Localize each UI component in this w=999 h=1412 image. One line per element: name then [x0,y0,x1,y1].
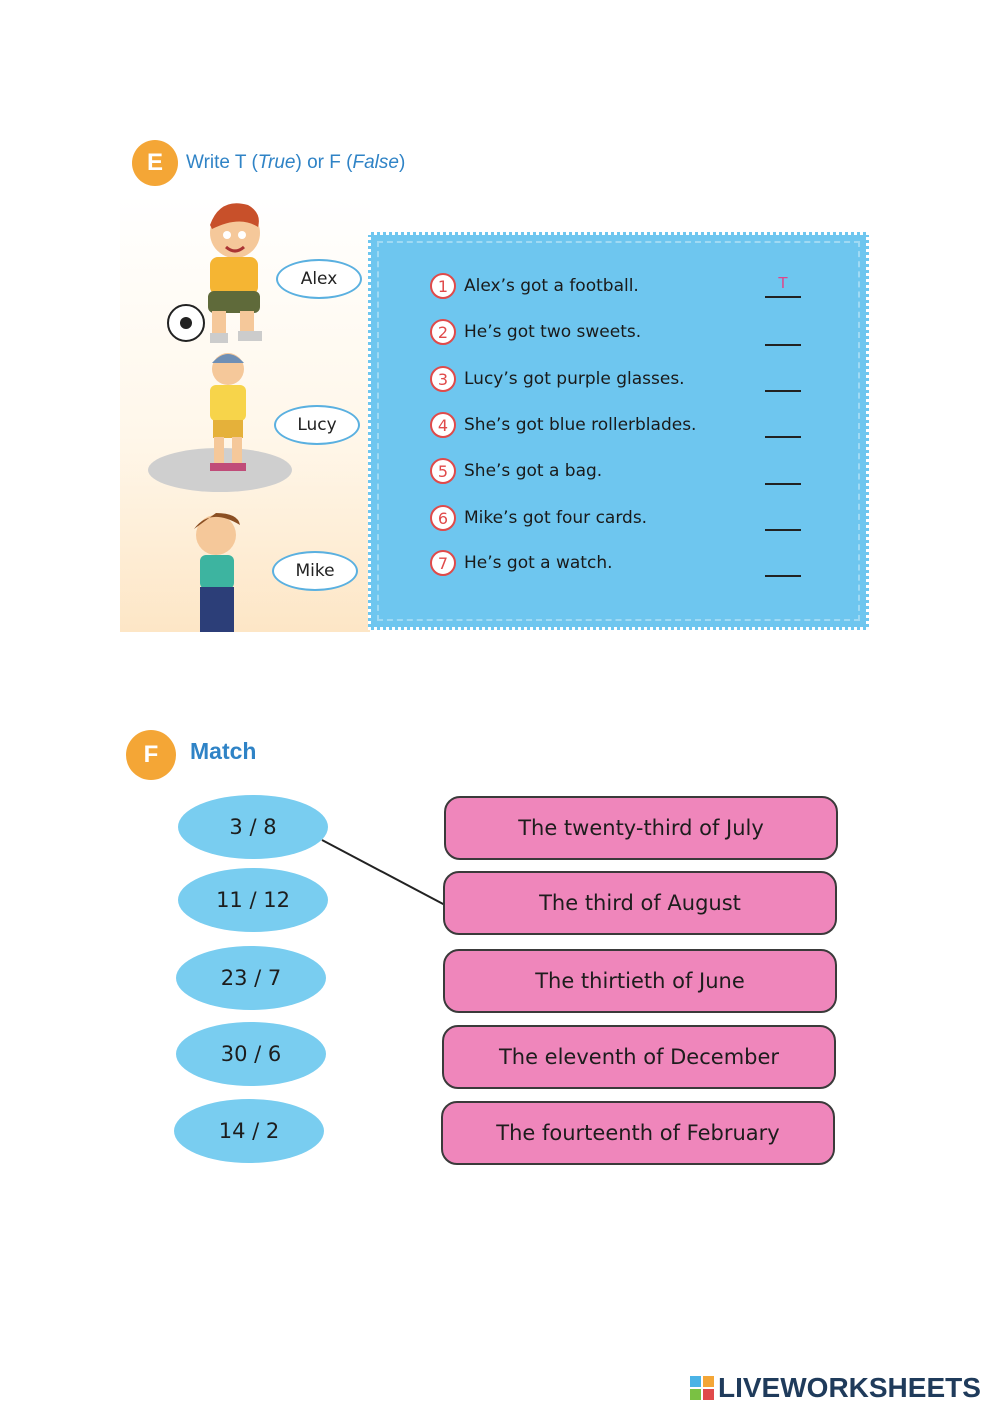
match-line [322,840,445,905]
statement-7 [430,548,613,578]
name-label-mike: Mike [272,551,358,591]
statement-number: 6 [430,505,456,531]
statement-3 [430,364,685,394]
liveworksheets-logo [690,1372,981,1404]
statement-number: 4 [430,412,456,438]
statement-number: 2 [430,319,456,345]
title-suffix: ) [398,152,406,173]
statement-number: 5 [430,458,456,484]
statement-text: He’s got two sweets. [464,322,642,342]
logo-text: LIVEWORKSHEETS [718,1372,981,1403]
title-true: True [257,152,296,173]
section-f-badge: F [126,730,176,780]
name-label-alex: Alex [276,259,362,299]
section-f-title: Match [190,738,257,764]
answer-blank-2[interactable] [765,322,801,346]
statement-6 [430,503,647,533]
statement-2 [430,317,641,347]
date-oval-5[interactable]: 14 / 2 [174,1099,324,1163]
statement-text: She’s got a bag. [464,461,603,481]
title-false: False [352,152,399,173]
answer-blank-1[interactable]: T [765,274,801,298]
answer-blank-5[interactable] [765,461,801,485]
statement-text: She’s got blue rollerblades. [464,415,697,435]
name-label-lucy: Lucy [274,405,360,445]
alex-figure [168,203,262,343]
statement-1 [430,271,639,301]
lucy-figure [148,353,292,492]
phrase-box-2[interactable]: The third of August [443,871,837,935]
phrase-box-4[interactable]: The eleventh of December [442,1025,836,1089]
answer-blank-4[interactable] [765,414,801,438]
statement-number: 1 [430,273,456,299]
date-oval-3[interactable]: 23 / 7 [176,946,326,1010]
answer-blank-3[interactable] [765,368,801,392]
section-e-badge: E [132,140,178,186]
date-oval-2[interactable]: 11 / 12 [178,868,328,932]
phrase-box-5[interactable]: The fourteenth of February [441,1101,835,1165]
statement-number: 3 [430,366,456,392]
date-oval-4[interactable]: 30 / 6 [176,1022,326,1086]
mike-figure [194,513,240,632]
section-e-title [186,152,405,174]
phrase-box-1[interactable]: The twenty-third of July [444,796,838,860]
title-mid: ) or F ( [295,152,353,173]
statement-number: 7 [430,550,456,576]
title-prefix: Write T ( [186,152,258,173]
statement-text: He’s got a watch. [464,553,613,573]
phrase-box-3[interactable]: The thirtieth of June [443,949,837,1013]
statement-4 [430,410,696,440]
statement-text: Mike’s got four cards. [464,508,648,528]
statement-5 [430,456,602,486]
statement-text: Alex’s got a football. [464,276,639,296]
date-oval-1[interactable]: 3 / 8 [178,795,328,859]
answer-blank-7[interactable] [765,553,801,577]
logo-icon [690,1376,714,1400]
answer-blank-6[interactable] [765,507,801,531]
statement-text: Lucy’s got purple glasses. [464,369,685,389]
